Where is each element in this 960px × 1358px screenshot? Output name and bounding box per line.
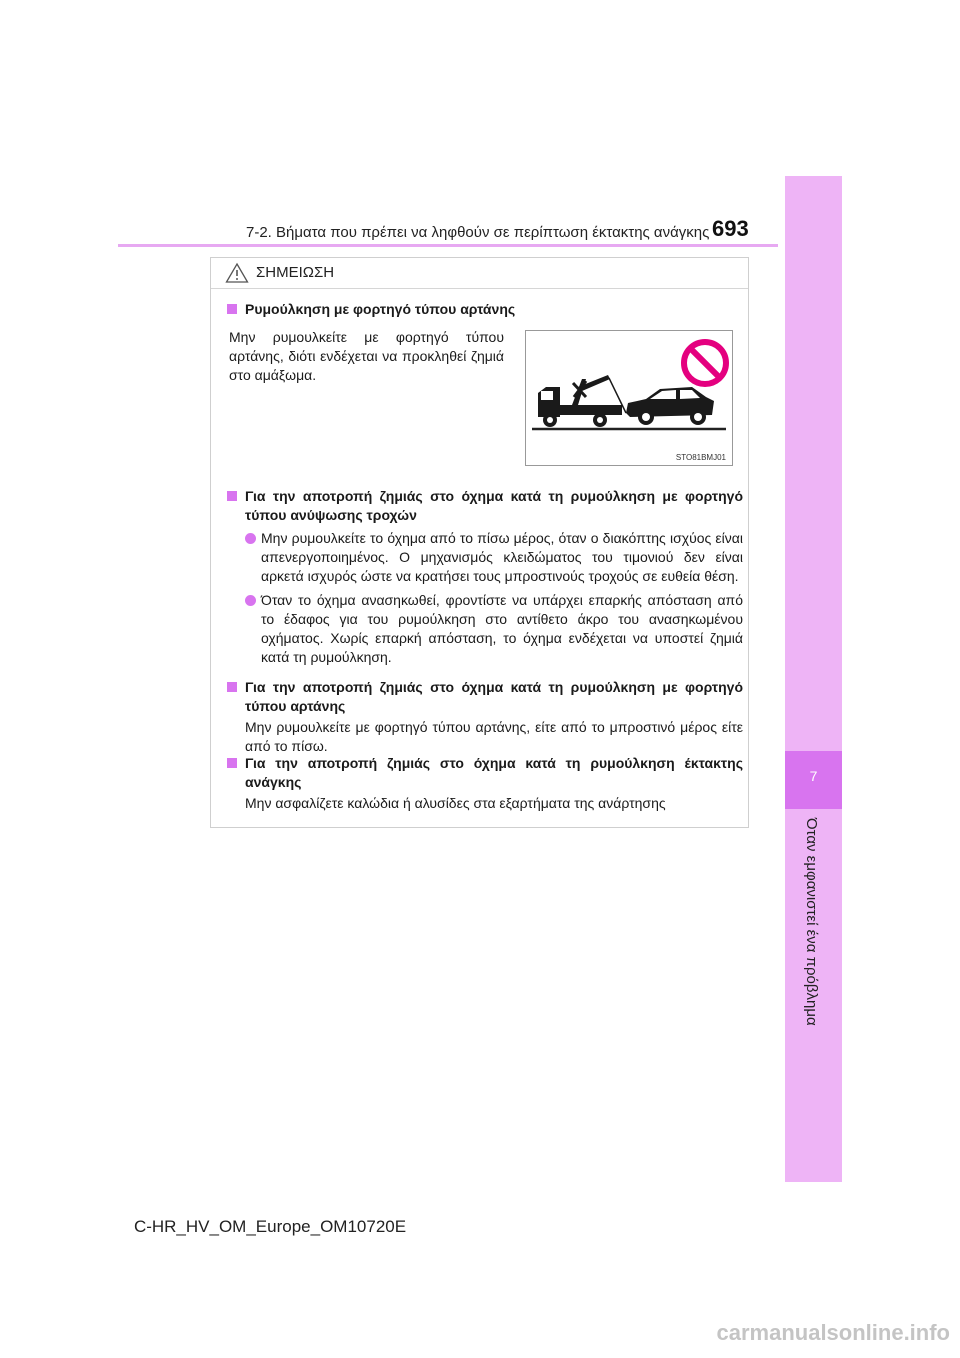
flatbed-tow-prohibited-icon (526, 331, 732, 465)
header-title: 7-2. Βήματα που πρέπει να ληφθούν σε περίπτωση έκτακτης ανάγκης (246, 224, 710, 241)
section-heading: Για την αποτροπή ζημιάς στο όχημα κατά τη ρυμούλκηση έκτακτης ανάγκης (227, 754, 743, 792)
header-rule (118, 244, 778, 247)
warning-icon (225, 262, 249, 284)
square-bullet-icon (227, 304, 237, 314)
section-heading: Για την αποτροπή ζημιάς στο όχημα κατά τη ρυμούλκηση με φορτηγό τύπου ανύψωσης τροχών (227, 487, 743, 525)
bullet-dot-icon (245, 595, 256, 606)
notice-title: ΣΗΜΕΙΩΣΗ (256, 264, 335, 281)
document-code: C-HR_HV_OM_Europe_OM10720E (133, 1217, 407, 1236)
section-heading: Για την αποτροπή ζημιάς στο όχημα κατά τη ρυμούλκηση με φορτηγό τύπου αρτάνης (227, 678, 743, 716)
square-bullet-icon (227, 758, 237, 768)
section-2 (227, 487, 743, 667)
section-heading: Ρυμούλκηση με φορτηγό τύπου αρτάνης (227, 300, 743, 319)
square-bullet-icon (227, 491, 237, 501)
watermark: carmanualsonline.info (716, 1320, 950, 1345)
page-number: 693 (712, 216, 749, 241)
list-item: Μην ρυμουλκείτε το όχημα από το πίσω μέρος, όταν ο διακόπτης ισχύος είναι απενεργοποιημένος. Ο μηχανισμός κλειδώματος του τιμονιού δεν είναι αρκετά ισχυρός ώστε να κρατήσει τους μπροστινούς τροχούς σε ευθεία θέση. (227, 529, 743, 586)
section-1-text: Μην ρυμουλκείτε με φορτηγό τύπου αρτάνης, διότι ενδέχεται να προκληθεί ζημιά στο αμάξωμα. (229, 329, 504, 383)
chapter-label: Όταν εμφανιστεί ένα πρόβλημα (803, 818, 820, 1026)
illustration-code: STO81BMJ01 (675, 453, 726, 462)
tow-truck-illustration (525, 330, 733, 466)
section-1 (227, 300, 743, 319)
notice-header (211, 258, 748, 289)
chapter-number: 7 (809, 768, 818, 784)
square-bullet-icon (227, 682, 237, 692)
section-4 (227, 754, 743, 813)
chapter-tab-strip (785, 176, 842, 1182)
section-4-text: Μην ασφαλίζετε καλώδια ή αλυσίδες στα εξαρτήματα της ανάρτησης (245, 795, 666, 811)
bullet-dot-icon (245, 533, 256, 544)
list-item: Όταν το όχημα ανασηκωθεί, φροντίστε να υπάρχει επαρκής απόσταση από το έδαφος για του ρυμούλκηση στο αντίθετο άκρο του ανασηκωμένου οχήματος. Χωρίς επαρκή απόσταση, το όχημα ενδέχεται να υποστεί ζημιά κατά τη ρυμούλκηση. (227, 591, 743, 667)
section-3 (227, 678, 743, 756)
section-3-text: Μην ρυμουλκείτε με φορτηγό τύπου αρτάνης, είτε από το μπροστινό μέρος είτε από το πίσω. (245, 719, 743, 754)
